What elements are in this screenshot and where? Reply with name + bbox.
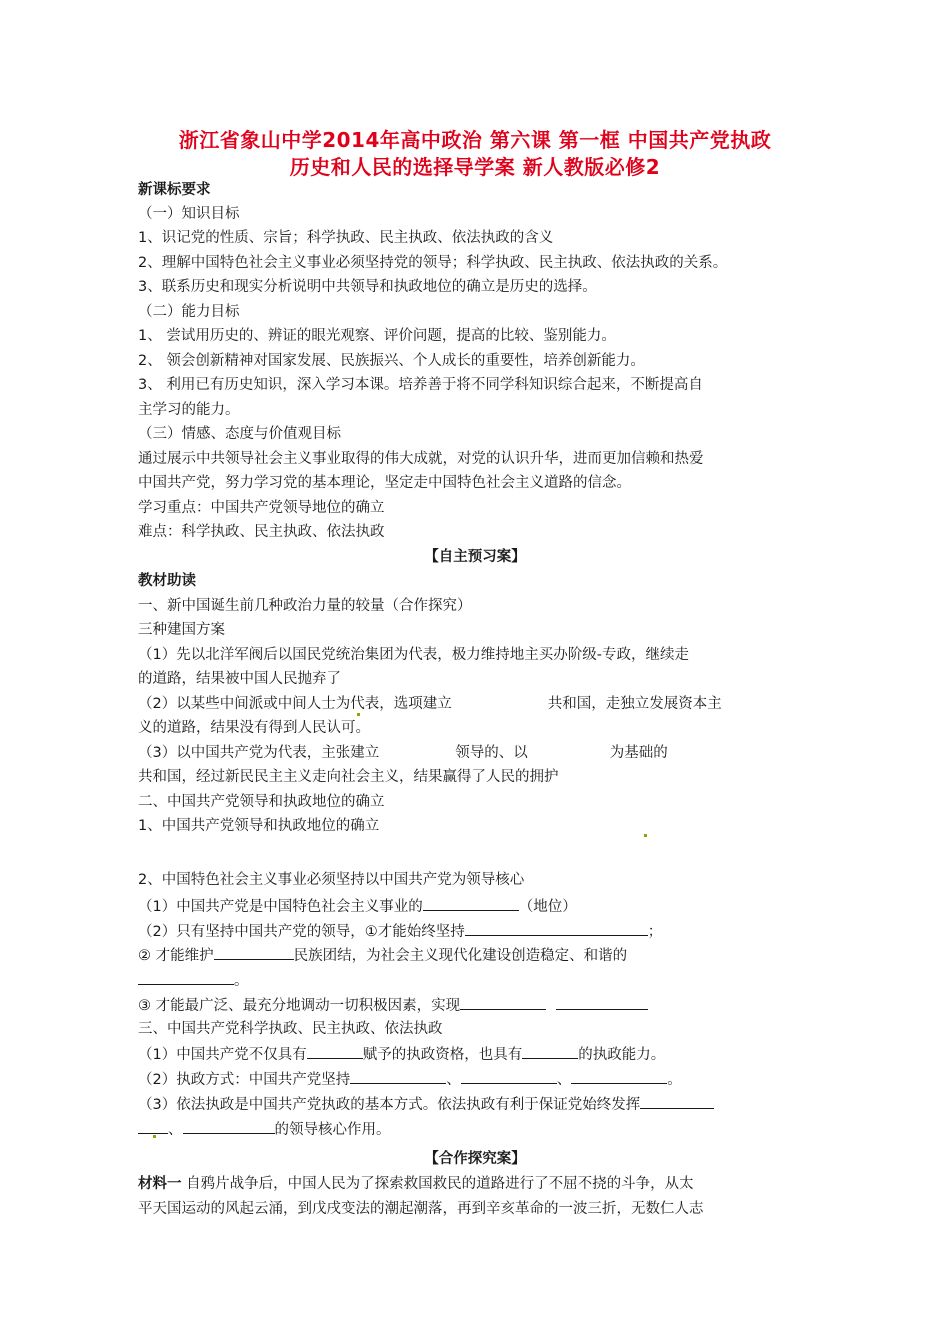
document-title-line-1: 浙江省象山中学2014年高中政治 第六课 第一框 中国共产党执政 (178, 128, 772, 152)
exercise-2-text-b: 、 (446, 1072, 461, 1088)
question-2-blank[interactable] (465, 920, 648, 936)
emotion-goals-heading: （三）情感、态度与价值观目标 (138, 426, 341, 442)
question-1-blank[interactable] (423, 895, 519, 911)
difficulty-point: 难点：科学执政、民主执政、依法执政 (138, 524, 385, 540)
stray-mark (644, 834, 647, 837)
exercise-1-text-b: 赋予的执政资格，也具有 (362, 1047, 523, 1063)
plan-3-text-c: 为基础的 (609, 745, 668, 761)
exercise-4-text-a: 、 (168, 1122, 183, 1138)
section-3-heading: 三、中国共产党科学执政、民主执政、依法执政 (138, 1021, 443, 1037)
question-3-blank[interactable] (214, 944, 294, 960)
section-2-item-2: 2、中国特色社会主义事业必须坚持以中国共产党为领导核心 (138, 872, 525, 888)
question-5-blank-1[interactable] (460, 994, 546, 1010)
exercise-3 (138, 1093, 714, 1115)
question-1 (138, 895, 577, 917)
plan-1-line-1: （1）先以北洋军阀后以国民党统治集团为代表，极力维持地主买办阶级-专政，继续走 (138, 647, 689, 663)
exercise-1 (138, 1043, 665, 1065)
ability-goal-1: 1、 尝试用历史的、辨证的眼光观察、评价问题，提高的比较、鉴别能力。 (138, 328, 616, 344)
exercise-1-text-a: （1）中国共产党不仅具有 (138, 1047, 307, 1063)
plan-3-line-2: 共和国，经过新民民主主义走向社会主义，结果赢得了人民的拥护 (138, 769, 559, 785)
question-2-text-b: ； (647, 924, 663, 940)
exercise-3-blank-1[interactable] (640, 1093, 714, 1109)
exercise-2-text-a: （2）执政方式：中国共产党坚持 (138, 1072, 351, 1088)
question-3-text-b: 民族团结，为社会主义现代化建设创造稳定、和谐的 (293, 948, 628, 964)
ability-goal-3-line-2: 主学习的能力。 (138, 402, 240, 418)
ability-goals-heading: （二）能力目标 (138, 304, 240, 320)
knowledge-goal-3: 3、联系历史和现实分析说明中共领导和执政地位的确立是历史的选择。 (138, 279, 597, 295)
three-plans-label: 三种建国方案 (138, 622, 225, 638)
knowledge-goal-1: 1、识记党的性质、宗旨；科学执政、民主执政、依法执政的含义 (138, 230, 554, 246)
exercise-3-text: （3）依法执政是中国共产党执政的基本方式。依法执政有利于保证党始终发挥 (138, 1097, 641, 1113)
section-1-heading: 一、新中国诞生前几种政治力量的较量（合作探究） (138, 598, 472, 614)
question-4 (138, 969, 249, 991)
plan-2-text-b: 共和国，走独立发展资本主 (547, 696, 722, 712)
exercise-4-blank-2[interactable] (183, 1118, 275, 1134)
question-5-blank-2[interactable] (556, 994, 648, 1010)
plan-2-text-a: （2）以某些中间派或中间人士为代表，选项建立 (138, 696, 452, 712)
emotion-goal-line-2: 中国共产党，努力学习党的基本理论，坚定走中国特色社会主义道路的信念。 (138, 475, 631, 491)
knowledge-goals-heading: （一）知识目标 (138, 206, 240, 222)
ability-goal-2: 2、 领会创新精神对国家发展、民族振兴、个人成长的重要性，培养创新能力。 (138, 353, 645, 369)
plan-3-line-1 (138, 743, 668, 763)
exercise-4-text-b: 的领导核心作用。 (274, 1122, 391, 1138)
exercise-1-text-c: 的执政能力。 (578, 1047, 666, 1063)
exercise-2-blank-3[interactable] (571, 1068, 667, 1084)
question-4-blank[interactable] (138, 969, 234, 985)
question-5-text: ③ 才能最广泛、最充分地调动一切积极因素，实现 (138, 998, 461, 1014)
section-2-item-1: 1、中国共产党领导和执政地位的确立 (138, 818, 380, 834)
emotion-goal-line-1: 通过展示中共领导社会主义事业取得的伟大成就，对党的认识升华，进而更加信赖和热爱 (138, 451, 704, 467)
cooperation-heading: 【合作探究案】 (424, 1151, 526, 1167)
exercise-2-text-d: 。 (667, 1072, 682, 1088)
section-heading-standards: 新课标要求 (138, 182, 211, 198)
plan-3-text-a: （3）以中国共产党为代表，主张建立 (138, 745, 380, 761)
question-5 (138, 994, 648, 1016)
document-title-line-2: 历史和人民的选择导学案 新人教版必修2 (289, 155, 661, 179)
plan-1-line-2: 的道路，结果被中国人民抛弃了 (138, 671, 341, 687)
exercise-2 (138, 1068, 682, 1090)
question-3 (138, 944, 627, 966)
question-3-text-a: ② 才能维护 (138, 948, 214, 964)
material-1-line-2: 平天国运动的风起云涌，到戊戌变法的潮起潮落，再到辛亥革命的一波三折，无数仁人志 (138, 1201, 704, 1217)
material-1-line-1 (138, 1174, 694, 1194)
exercise-4-blank-1[interactable] (138, 1118, 168, 1134)
knowledge-goal-2: 2、理解中国特色社会主义事业必须坚持党的领导；科学执政、民主执政、依法执政的关系。 (138, 255, 728, 271)
textbook-guide-heading: 教材助读 (138, 573, 196, 589)
question-2-text-a: （2）只有坚持中国共产党的领导，①才能始终坚持 (138, 924, 465, 940)
exercise-4 (138, 1118, 391, 1140)
ability-goal-3-line-1: 3、 利用已有历史知识，深入学习本课。培养善于将不同学科知识综合起来，不断提高自 (138, 377, 703, 393)
section-2-heading: 二、中国共产党领导和执政地位的确立 (138, 794, 385, 810)
stray-mark (153, 1135, 156, 1138)
question-1-text-a: （1）中国共产党是中国特色社会主义事业的 (138, 899, 423, 915)
key-point: 学习重点：中国共产党领导地位的确立 (138, 500, 385, 516)
plan-2-line-1 (138, 694, 722, 714)
plan-2-line-2: 义的道路，结果没有得到人民认可。 (138, 720, 370, 736)
plan-3-text-b: 领导的、以 (455, 745, 528, 761)
material-1-label: 材料一 (138, 1176, 182, 1192)
self-preview-heading: 【自主预习案】 (424, 549, 526, 565)
question-2 (138, 920, 662, 942)
exercise-1-blank-1[interactable] (307, 1043, 363, 1059)
material-1-text-1: 自鸦片战争后，中国人民为了探索救国救民的道路进行了不屈不挠的斗争，从太 (181, 1176, 694, 1192)
exercise-2-blank-1[interactable] (350, 1068, 446, 1084)
question-4-text: 。 (234, 973, 249, 989)
stray-mark (357, 713, 360, 716)
exercise-1-blank-2[interactable] (522, 1043, 578, 1059)
question-1-text-b: （地位） (518, 899, 577, 915)
exercise-2-blank-2[interactable] (461, 1068, 557, 1084)
exercise-2-text-c: 、 (556, 1072, 572, 1088)
